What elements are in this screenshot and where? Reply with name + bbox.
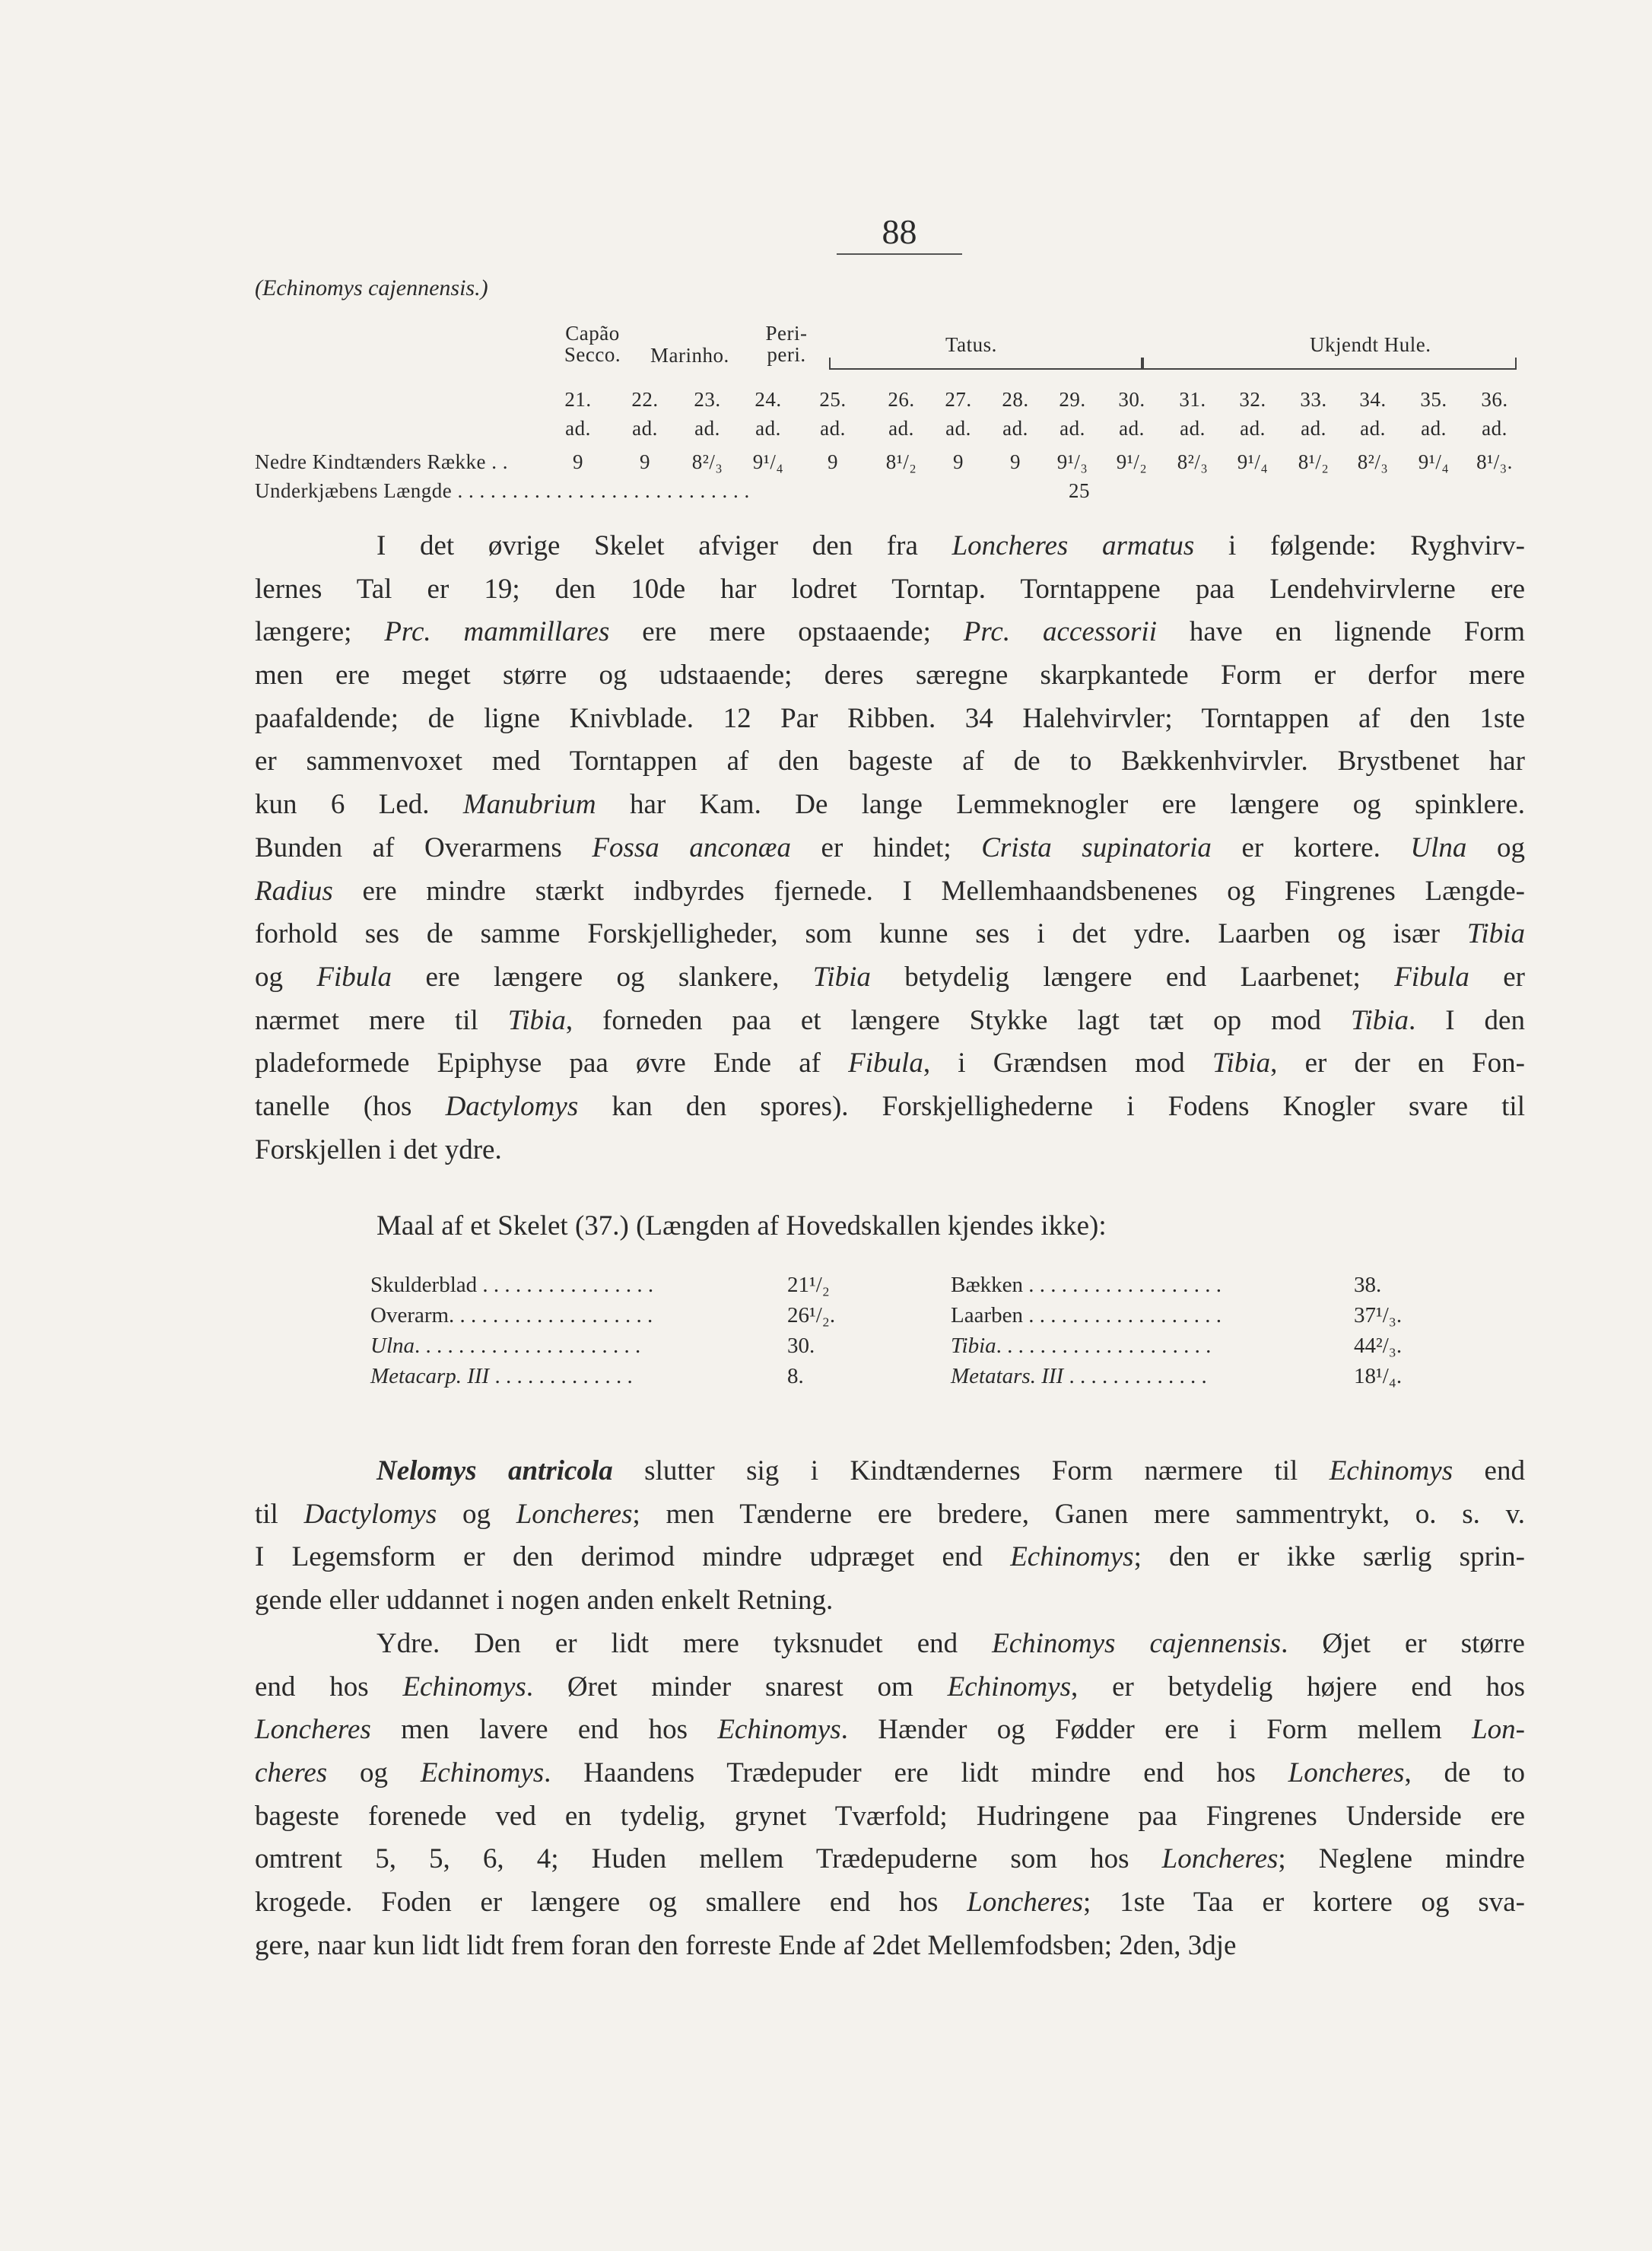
header-peri2: peri. bbox=[767, 343, 806, 366]
measurement-intro: Maal af et Skelet (37.) (Længden af Hovedskallen kjendes ikke): bbox=[376, 1210, 1107, 1242]
measurement-value: 30. bbox=[787, 1334, 815, 1358]
text-line: paafaldende; de ligne Knivblade. 12 Par Ribben. 34 Halehvirvler; Torntappen af den 1ste bbox=[255, 702, 1525, 734]
column-number: 31. bbox=[1179, 388, 1206, 411]
row1-value: 8²/₃ bbox=[1177, 450, 1209, 473]
page-number: 88 bbox=[837, 211, 962, 255]
text-line: end hos Echinomys. Øret minder snarest om Echinomys, er betydelig højere end hos bbox=[255, 1671, 1525, 1703]
column-ad: ad. bbox=[1482, 417, 1507, 440]
row1-label: Nedre Kindtænders Række . . bbox=[255, 450, 508, 473]
row1-value: 8²/₃ bbox=[691, 450, 723, 473]
paragraph-skeleton bbox=[255, 525, 1525, 1172]
text-line: forhold ses de samme Forskjelligheder, som kunne ses i det ydre. Laarben og især Tibia bbox=[255, 918, 1525, 950]
row1-value: 9¹/₄ bbox=[1237, 450, 1269, 473]
ukjendt-brace bbox=[1141, 358, 1517, 370]
measurement-label: Skulderblad . . . . . . . . . . . . . . . . bbox=[370, 1273, 654, 1297]
tatus-brace bbox=[829, 358, 1144, 370]
row1-value: 9¹/₄ bbox=[1418, 450, 1450, 473]
row1-value: 9 bbox=[1010, 450, 1021, 473]
text-line: nærmet mere til Tibia, forneden paa et længere Stykke lagt tæt op mod Tibia. I den bbox=[255, 1004, 1525, 1036]
column-ad: ad. bbox=[632, 417, 658, 440]
text-line: tanelle (hos Dactylomys kan den spores). Forskjellighederne i Fodens Knogler svare til bbox=[255, 1090, 1525, 1122]
column-ad: ad. bbox=[1002, 417, 1028, 440]
column-ad: ad. bbox=[1119, 417, 1145, 440]
column-number: 30. bbox=[1118, 388, 1145, 411]
column-ad: ad. bbox=[888, 417, 914, 440]
text-line: bageste forenede ved en tydelig, grynet Tværfold; Hudringene paa Fingrenes Underside ere bbox=[255, 1800, 1525, 1832]
column-ad: ad. bbox=[565, 417, 591, 440]
column-number: 29. bbox=[1059, 388, 1086, 411]
row1-value: 9 bbox=[828, 450, 838, 473]
header-peri: Peri- bbox=[765, 322, 808, 345]
column-ad: ad. bbox=[1360, 417, 1386, 440]
text-line: Forskjellen i det ydre. bbox=[255, 1133, 502, 1165]
measurement-label: Ulna. . . . . . . . . . . . . . . . . . . . . bbox=[370, 1334, 641, 1358]
column-number: 32. bbox=[1239, 388, 1266, 411]
column-ad: ad. bbox=[1180, 417, 1206, 440]
column-ad: ad. bbox=[1060, 417, 1085, 440]
text-line: Nelomys antricola slutter sig i Kindtændernes Form nærmere til Echinomys end bbox=[376, 1455, 1525, 1486]
column-number: 23. bbox=[694, 388, 721, 411]
header-secco: Secco. bbox=[564, 343, 621, 366]
text-line: I det øvrige Skelet afviger den fra Loncheres armatus i følgende: Ryghvirv- bbox=[376, 530, 1525, 561]
measurement-label: Laarben . . . . . . . . . . . . . . . . . . bbox=[951, 1303, 1222, 1327]
column-ad: ad. bbox=[1421, 417, 1447, 440]
text-line: Ydre. Den er lidt mere tyksnudet end Echinomys cajennensis. Øjet er større bbox=[376, 1628, 1525, 1659]
column-number: 22. bbox=[631, 388, 659, 411]
column-ad: ad. bbox=[1301, 417, 1326, 440]
measurement-label: Overarm. . . . . . . . . . . . . . . . . . . bbox=[370, 1303, 653, 1327]
header-peri-peri bbox=[756, 323, 817, 365]
text-line: og Fibula ere længere og slankere, Tibia betydelig længere end Laarbenet; Fibula er bbox=[255, 961, 1526, 993]
row1-value: 9¹/₄ bbox=[752, 450, 784, 473]
measurement-value: 44²/₃. bbox=[1354, 1334, 1403, 1358]
measurement-value: 8. bbox=[787, 1364, 804, 1388]
header-tatus: Tatus. bbox=[945, 333, 997, 356]
column-number: 26. bbox=[888, 388, 915, 411]
row1-value: 9¹/₃ bbox=[1056, 450, 1088, 473]
measurement-value: 37¹/₃. bbox=[1354, 1303, 1403, 1327]
text-line: pladeformede Epiphyse paa øvre Ende af Fibula, i Grændsen mod Tibia, er der en Fon- bbox=[255, 1048, 1525, 1079]
text-line: til Dactylomys og Loncheres; men Tænderne ere bredere, Ganen mere sammentrykt, o. s. v. bbox=[255, 1498, 1526, 1530]
column-number: 24. bbox=[755, 388, 782, 411]
header-marinho: Marinho. bbox=[650, 344, 729, 367]
text-line: længere; Prc. mammillares ere mere opstaaende; Prc. accessorii have en lignende Form bbox=[255, 616, 1525, 648]
column-ad: ad. bbox=[1240, 417, 1266, 440]
measurement-label: Metatars. III . . . . . . . . . . . . . bbox=[951, 1364, 1207, 1388]
paragraph-nelomys bbox=[255, 1450, 1525, 1623]
measurement-value: 26¹/₂. bbox=[787, 1303, 836, 1327]
row1-value: 9¹/₂ bbox=[1116, 450, 1148, 473]
column-number: 25. bbox=[819, 388, 847, 411]
text-line: krogede. Foden er længere og smallere end hos Loncheres; 1ste Taa er kortere og sva- bbox=[255, 1887, 1525, 1919]
column-number: 33. bbox=[1300, 388, 1327, 411]
text-line: Bunden af Overarmens Fossa anconæa er hindet; Crista supinatoria er kortere. Ulna og bbox=[255, 831, 1525, 863]
column-ad: ad. bbox=[755, 417, 781, 440]
row1-value: 8¹/₂ bbox=[1298, 450, 1330, 473]
row1-value: 9 bbox=[640, 450, 650, 473]
header-capao-secco bbox=[551, 323, 634, 365]
text-line: lernes Tal er 19; den 10de har lodret Torntap. Torntappene paa Lendehvirvlerne ere bbox=[255, 573, 1525, 605]
header-capao: Capão bbox=[565, 322, 620, 345]
measurement-label: Tibia. . . . . . . . . . . . . . . . . . . . bbox=[951, 1334, 1212, 1358]
header-ukjendt-hule: Ukjendt Hule. bbox=[1310, 333, 1431, 356]
row1-value: 9 bbox=[573, 450, 583, 473]
column-number: 27. bbox=[945, 388, 972, 411]
row2-value: 25 bbox=[1069, 479, 1090, 502]
column-number: 34. bbox=[1359, 388, 1387, 411]
column-ad: ad. bbox=[820, 417, 846, 440]
column-number: 21. bbox=[564, 388, 592, 411]
row1-value: 8¹/₂ bbox=[885, 450, 917, 473]
column-number: 35. bbox=[1420, 388, 1447, 411]
measurement-label: Bækken . . . . . . . . . . . . . . . . . . bbox=[951, 1273, 1222, 1297]
measurement-label: Metacarp. III . . . . . . . . . . . . . bbox=[370, 1364, 633, 1388]
row1-value: 8¹/₃. bbox=[1476, 450, 1513, 473]
row1-value: 9 bbox=[953, 450, 964, 473]
column-number: 36. bbox=[1481, 388, 1508, 411]
text-line: gere, naar kun lidt lidt frem foran den forreste Ende af 2det Mellemfodsben; 2den, 3dje bbox=[255, 1929, 1237, 1961]
measurement-value: 38. bbox=[1354, 1273, 1382, 1297]
measurement-value: 21¹/₂ bbox=[787, 1273, 830, 1297]
column-ad: ad. bbox=[694, 417, 720, 440]
text-line: gende eller uddannet i nogen anden enkelt Retning. bbox=[255, 1585, 834, 1617]
paragraph-ydre bbox=[255, 1623, 1525, 1968]
column-ad: ad. bbox=[945, 417, 971, 440]
column-number: 28. bbox=[1002, 388, 1029, 411]
text-line: Loncheres men lavere end hos Echinomys. Hænder og Fødder ere i Form mellem Lon- bbox=[255, 1714, 1525, 1746]
text-line: cheres og Echinomys. Haandens Trædepuder ere lidt mindre end hos Loncheres, de to bbox=[255, 1757, 1525, 1789]
measurement-value: 18¹/₄. bbox=[1354, 1364, 1403, 1388]
species-label: (Echinomys cajennensis.) bbox=[255, 275, 488, 300]
text-line: omtrent 5, 5, 6, 4; Huden mellem Trædepuderne som hos Loncheres; Neglene mindre bbox=[255, 1843, 1525, 1875]
text-line: er sammenvoxet med Torntappen af den bageste af de to Bækkenhvirvler. Brystbenet har bbox=[255, 746, 1525, 777]
row2-label: Underkjæbens Længde . . . . . . . . . . . . . . . . . . . . . . . . . . . bbox=[255, 479, 750, 502]
text-line: I Legemsform er den derimod mindre udpræget end Echinomys; den er ikke særlig sprin- bbox=[255, 1541, 1526, 1573]
row1-value: 8²/₃ bbox=[1357, 450, 1389, 473]
text-line: men ere meget større og udstaaende; deres særegne skarpkantede Form er derfor mere bbox=[255, 660, 1525, 692]
text-line: kun 6 Led. Manubrium har Kam. De lange Lemmeknogler ere længere og spinklere. bbox=[255, 789, 1525, 821]
text-line: Radius ere mindre stærkt indbyrdes fjernede. I Mellemhaandsbenenes og Fingrenes Længde- bbox=[255, 875, 1525, 907]
